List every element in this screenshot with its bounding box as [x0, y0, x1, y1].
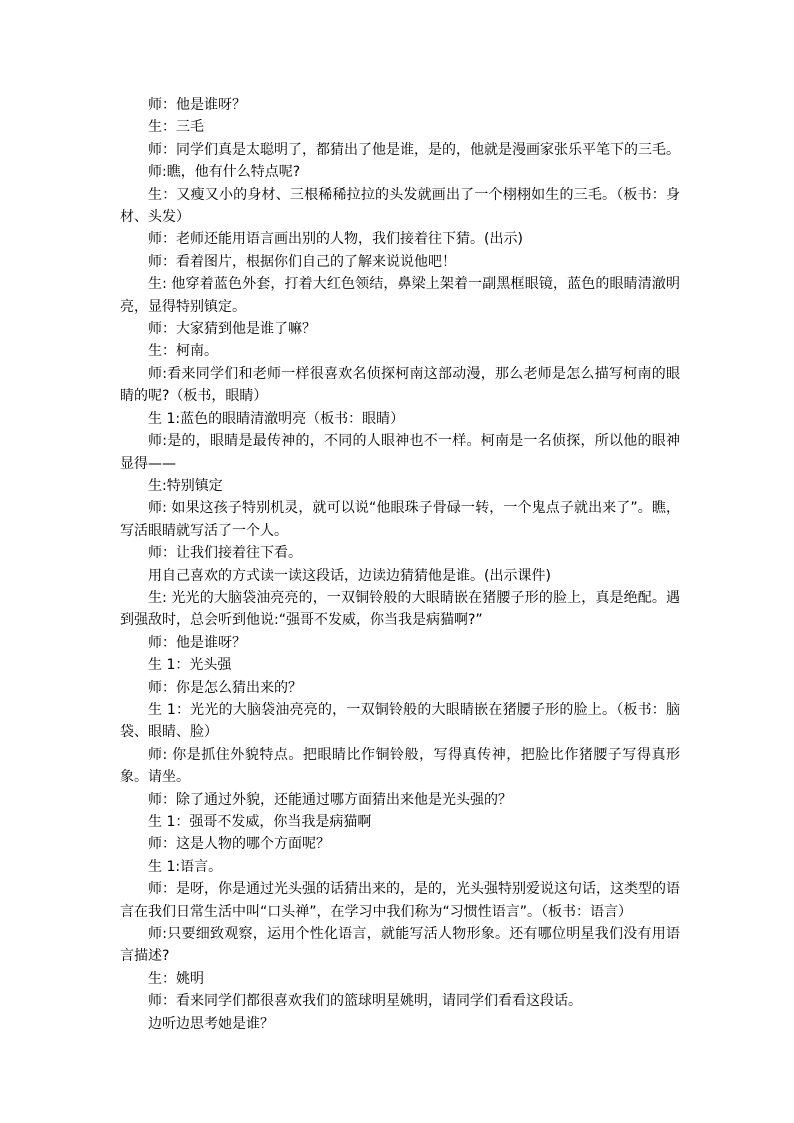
- paragraph: 师:只要细致观察，运用个性化语言，就能写活人物形象。还有哪位明星我们没有用语言描述?: [120, 926, 680, 965]
- paragraph: 生 1:语言。: [148, 858, 223, 875]
- paragraph: 师: 如果这孩子特别机灵，就可以说“他眼珠子骨碌一转，一个鬼点子就出来了”。瞧，写活眼睛就写活了一个人。: [120, 500, 680, 539]
- paragraph: 生 1：光光的大脑袋油亮亮的，一双铜铃般的大眼睛嵌在猪腰子形的脸上。（板书：脑袋、眼睛、脸）: [120, 701, 680, 741]
- paragraph: 生 1：强哥不发威，你当我是病猫啊: [148, 814, 372, 830]
- paragraph: 师：看来同学们都很喜欢我们的篮球明星姚明，请同学们看看这段话。: [148, 993, 582, 1010]
- paragraph: 生 1:蓝色的眼睛清澈明亮（板书：眼睛）: [148, 410, 405, 427]
- paragraph: 生：柯南。: [148, 343, 218, 360]
- paragraph: 生：三毛: [148, 119, 204, 136]
- paragraph: 师：这是人物的哪个方面呢？: [148, 836, 330, 853]
- paragraph: 生:特别镇定: [148, 477, 223, 494]
- paragraph: 边听边思考她是谁？: [148, 1015, 274, 1032]
- paragraph: 生 1：光头强: [148, 657, 232, 674]
- paragraph: 师：老师还能用语言画出别的人物，我们接着往下猜。(出示): [148, 231, 523, 248]
- paragraph: 师：你是怎么猜出来的？: [148, 679, 302, 696]
- paragraph: 用自己喜欢的方式读一读这段话，边读边猜猜他是谁。(出示课件): [148, 567, 551, 584]
- paragraph: 生: 他穿着蓝色外套，打着大红色领结，鼻梁上架着一副黑框眼镜，蓝色的眼睛清澈明亮，显得特别镇定。: [120, 276, 680, 315]
- paragraph: 师：看着图片，根据你们自己的了解来说说他吧！: [148, 253, 456, 270]
- paragraph: 师：他是谁呀？: [148, 634, 246, 651]
- paragraph: 师：他是谁呀？: [148, 97, 246, 113]
- paragraph: 师: 你是抓住外貌特点。把眼睛比作铜铃般，写得真传神，把脸比作猪腰子写得真形象。请坐。: [120, 746, 680, 786]
- paragraph: 生：又瘦又小的身材、三根稀稀拉拉的头发就画出了一个栩栩如生的三毛。（板书：身材、头发）: [120, 186, 680, 226]
- paragraph: 师:看来同学们和老师一样很喜欢名侦探柯南这部动漫，那么老师是怎么描写柯南的眼睛的呢?（板书，眼睛）: [120, 365, 680, 405]
- paragraph: 师：除了通过外貌，还能通过哪方面猜出来他是光头强的？: [148, 791, 512, 808]
- paragraph: 师：是呀，你是通过光头强的话猜出来的，是的，光头强特别爱说这句话，这类型的语言在我们日常生活中叫“口头禅”，在学习中我们称为“习惯性语言”。（板书：语言）: [120, 881, 680, 920]
- document-page: [120, 94, 680, 1035]
- paragraph: 师：同学们真是太聪明了，都猜出了他是谁，是的，他就是漫画家张乐平笔下的三毛。: [148, 141, 680, 158]
- paragraph: 师：大家猜到他是谁了嘛？: [148, 321, 316, 338]
- paragraph: 师:是的，眼睛是最传神的，不同的人眼神也不一样。柯南是一名侦探，所以他的眼神显得——: [120, 433, 680, 472]
- paragraph: 师:瞧，他有什么特点呢?: [148, 164, 301, 181]
- paragraph: 生：姚明: [148, 970, 204, 987]
- paragraph: 师：让我们接着往下看。: [148, 545, 302, 562]
- paragraph: 生: 光光的大脑袋油亮亮的，一双铜铃般的大眼睛嵌在猪腰子形的脸上，真是绝配。遇到强敌时，总会听到他说:“强哥不发威，你当我是病猫啊?”: [120, 589, 680, 629]
